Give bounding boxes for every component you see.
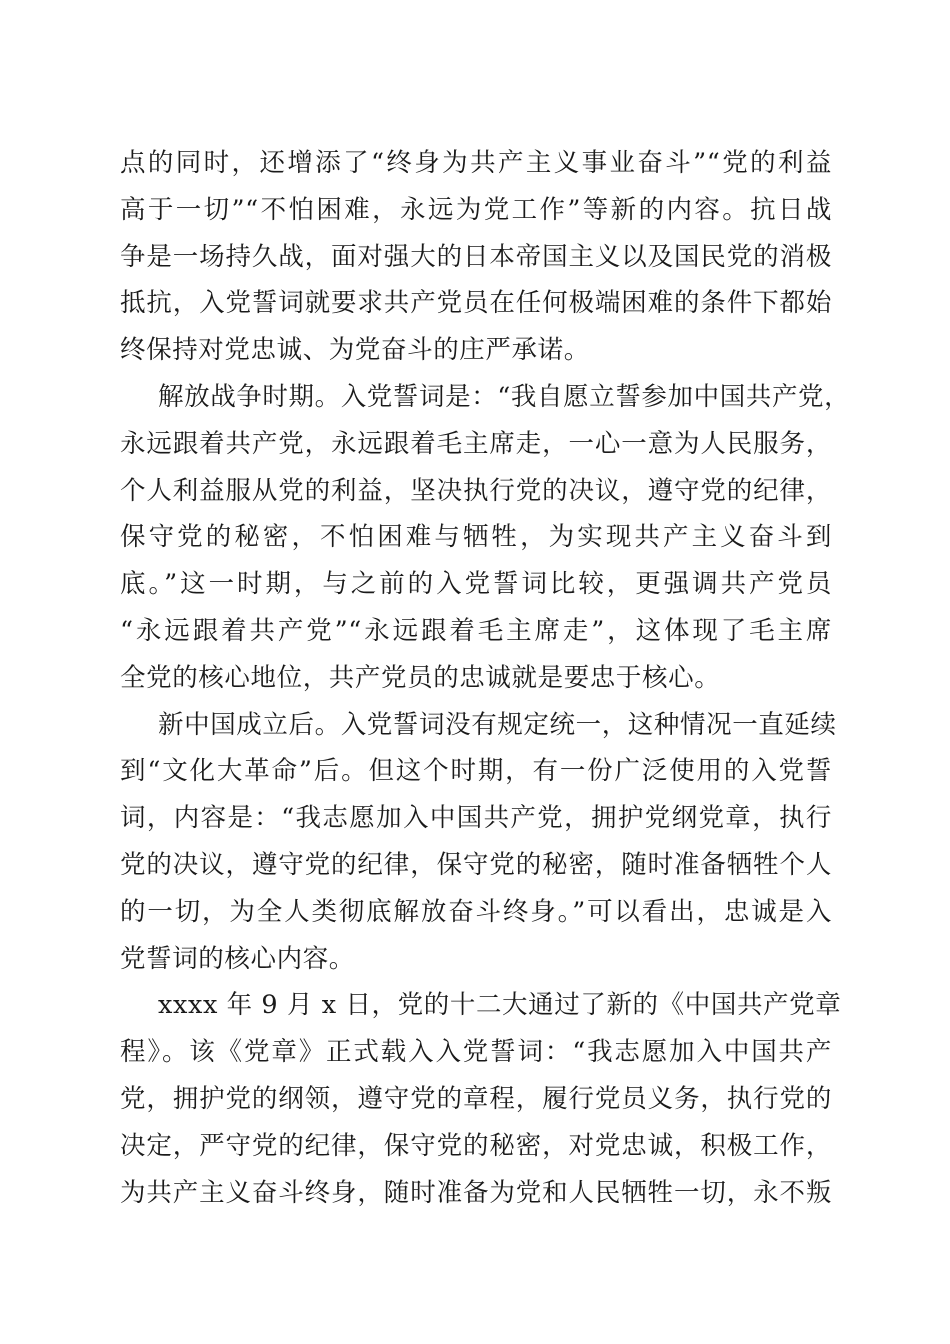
text-line: 个人利益服从党的利益，坚决执行党的决议，遵守党的纪律， bbox=[120, 475, 832, 506]
text-line: 的一切，为全人类彻底解放奋斗终身。”可以看出，忠诚是入 bbox=[120, 896, 832, 927]
paragraph bbox=[120, 140, 832, 374]
text-line: 新中国成立后。入党誓词没有规定统一，这种情况一直延续 bbox=[158, 709, 837, 740]
body-text bbox=[120, 140, 851, 1216]
text-line: xxxx 年 9 月 x 日，党的十二大通过了新的《中国共产党章 bbox=[158, 990, 842, 1021]
text-line: 决定，严守党的纪律，保守党的秘密，对党忠诚，积极工作， bbox=[120, 1130, 832, 1161]
text-line: 词，内容是：“我志愿加入中国共产党，拥护党纲党章，执行 bbox=[120, 803, 832, 834]
text-line: 为共产主义奋斗终身，随时准备为党和人民牺牲一切，永不叛 bbox=[120, 1177, 832, 1208]
text-line: 程》。该《党章》正式载入入党誓词：“我志愿加入中国共产 bbox=[120, 1037, 832, 1068]
text-line: 抵抗，入党誓词就要求共产党员在任何极端困难的条件下都始 bbox=[120, 288, 832, 319]
text-line: 党誓词的核心内容。 bbox=[120, 943, 355, 974]
text-line: 党的决议，遵守党的纪律，保守党的秘密，随时准备牺牲个人 bbox=[120, 849, 832, 880]
text-line: 到“文化大革命”后。但这个时期，有一份广泛使用的入党誓 bbox=[120, 756, 832, 787]
text-line: 永远跟着共产党，永远跟着毛主席走，一心一意为人民服务， bbox=[120, 428, 832, 459]
paragraph bbox=[120, 702, 837, 983]
text-line: 全党的核心地位，共产党员的忠诚就是要忠于核心。 bbox=[120, 662, 721, 693]
text-line: 党，拥护党的纲领，遵守党的章程，履行党员义务，执行党的 bbox=[120, 1083, 832, 1114]
text-line: 终保持对党忠诚、为党奋斗的庄严承诺。 bbox=[120, 335, 590, 366]
paragraph bbox=[120, 374, 851, 702]
text-line: 解放战争时期。入党誓词是：“我自愿立誓参加中国共产党， bbox=[158, 381, 851, 412]
text-line: 底。”这一时期，与之前的入党誓词比较，更强调共产党员 bbox=[120, 569, 832, 600]
text-line: “永远跟着共产党”“永远跟着毛主席走”，这体现了毛主席 bbox=[120, 615, 832, 646]
text-line: 高于一切”“不怕困难，永远为党工作”等新的内容。抗日战 bbox=[120, 194, 832, 225]
text-line: 点的同时，还增添了“终身为共产主义事业奋斗”“党的利益 bbox=[120, 148, 832, 178]
paragraph bbox=[120, 982, 842, 1216]
text-line: 保守党的秘密，不怕困难与牺牲，为实现共产主义奋斗到 bbox=[120, 522, 832, 553]
text-line: 争是一场持久战，面对强大的日本帝国主义以及国民党的消极 bbox=[120, 241, 832, 272]
